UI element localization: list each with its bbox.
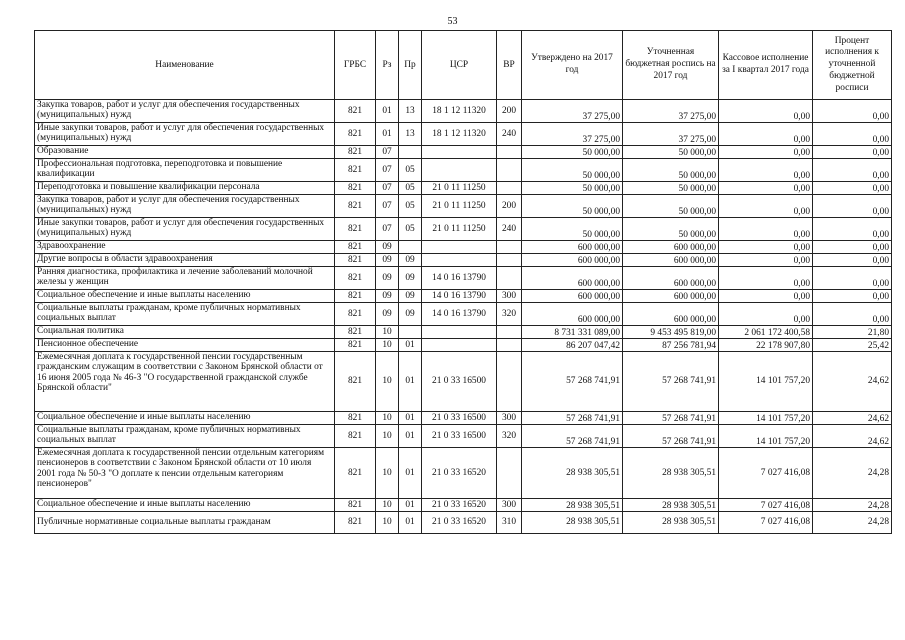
table-row (35, 218, 892, 241)
cell-grbs: 821 (335, 499, 376, 512)
cell-grbs: 821 (335, 339, 376, 352)
table-row (35, 100, 892, 123)
cell-refined: 50 000,00 (623, 159, 719, 182)
cell-grbs: 821 (335, 303, 376, 326)
cell-refined: 600 000,00 (623, 254, 719, 267)
cell-pr: 01 (399, 412, 422, 425)
cell-rz: 07 (376, 195, 399, 218)
table-row (35, 123, 892, 146)
cell-csr (422, 326, 497, 339)
cell-pr: 05 (399, 218, 422, 241)
cell-name: Закупка товаров, работ и услуг для обеспечения государственных (муниципальных) нужд (35, 100, 335, 123)
cell-rz: 10 (376, 339, 399, 352)
cell-name: Здравоохранение (35, 241, 335, 254)
cell-refined: 50 000,00 (623, 146, 719, 159)
cell-approved: 600 000,00 (522, 303, 623, 326)
cell-percent: 0,00 (813, 267, 892, 290)
table-row (35, 412, 892, 425)
cell-cash: 0,00 (719, 303, 813, 326)
cell-percent: 0,00 (813, 290, 892, 303)
cell-approved: 600 000,00 (522, 254, 623, 267)
cell-csr: 14 0 16 13790 (422, 290, 497, 303)
table-row (35, 448, 892, 499)
cell-approved: 57 268 741,91 (522, 352, 623, 412)
col-header-rz: Рз (376, 31, 399, 100)
cell-vr: 200 (497, 100, 522, 123)
cell-cash: 7 027 416,08 (719, 512, 813, 534)
cell-vr (497, 352, 522, 412)
col-header-pr: Пр (399, 31, 422, 100)
cell-refined: 50 000,00 (623, 195, 719, 218)
cell-grbs: 821 (335, 448, 376, 499)
cell-vr: 240 (497, 218, 522, 241)
cell-approved: 8 731 331 089,00 (522, 326, 623, 339)
cell-cash: 2 061 172 400,58 (719, 326, 813, 339)
cell-pr: 01 (399, 499, 422, 512)
cell-grbs: 821 (335, 254, 376, 267)
cell-approved: 57 268 741,91 (522, 425, 623, 448)
cell-percent: 24,62 (813, 425, 892, 448)
cell-rz: 10 (376, 412, 399, 425)
cell-approved: 600 000,00 (522, 241, 623, 254)
cell-vr (497, 159, 522, 182)
cell-vr: 240 (497, 123, 522, 146)
cell-name: Ранняя диагностика, профилактика и лечение заболеваний молочной железы у женщин (35, 267, 335, 290)
table-row (35, 303, 892, 326)
table-row (35, 290, 892, 303)
cell-csr: 14 0 16 13790 (422, 303, 497, 326)
cell-refined: 28 938 305,51 (623, 512, 719, 534)
cell-percent: 24,28 (813, 448, 892, 499)
cell-cash: 7 027 416,08 (719, 499, 813, 512)
cell-name: Ежемесячная доплата к государственной пенсии отдельным категориям пенсионеров в соответствии с Законом Брянской области от 10 июля 2001 года № 50-З "О доплате к пенсии отдельным категориям пенсионеров" (35, 448, 335, 499)
col-header-grbs: ГРБС (335, 31, 376, 100)
cell-rz: 10 (376, 499, 399, 512)
cell-approved: 50 000,00 (522, 218, 623, 241)
cell-cash: 7 027 416,08 (719, 448, 813, 499)
table-row (35, 326, 892, 339)
cell-grbs: 821 (335, 512, 376, 534)
cell-rz: 09 (376, 290, 399, 303)
cell-refined: 57 268 741,91 (623, 352, 719, 412)
cell-percent: 0,00 (813, 241, 892, 254)
cell-grbs: 821 (335, 100, 376, 123)
cell-vr: 310 (497, 512, 522, 534)
cell-refined: 37 275,00 (623, 123, 719, 146)
cell-grbs: 821 (335, 159, 376, 182)
cell-refined: 37 275,00 (623, 100, 719, 123)
cell-grbs: 821 (335, 182, 376, 195)
cell-grbs: 821 (335, 241, 376, 254)
cell-cash: 0,00 (719, 254, 813, 267)
cell-approved: 50 000,00 (522, 146, 623, 159)
cell-approved: 28 938 305,51 (522, 512, 623, 534)
cell-rz: 07 (376, 182, 399, 195)
cell-name: Закупка товаров, работ и услуг для обеспечения государственных (муниципальных) нужд (35, 195, 335, 218)
cell-vr: 300 (497, 412, 522, 425)
cell-cash: 0,00 (719, 241, 813, 254)
table-row (35, 425, 892, 448)
cell-name: Образование (35, 146, 335, 159)
cell-rz: 10 (376, 352, 399, 412)
cell-rz: 01 (376, 123, 399, 146)
cell-refined: 50 000,00 (623, 218, 719, 241)
cell-approved: 37 275,00 (522, 100, 623, 123)
cell-pr: 13 (399, 123, 422, 146)
cell-name: Социальная политика (35, 326, 335, 339)
cell-rz: 09 (376, 267, 399, 290)
table-row (35, 352, 892, 412)
cell-pr: 01 (399, 512, 422, 534)
cell-csr: 21 0 33 16500 (422, 352, 497, 412)
cell-pr: 09 (399, 254, 422, 267)
cell-approved: 86 207 047,42 (522, 339, 623, 352)
cell-csr: 18 1 12 11320 (422, 100, 497, 123)
cell-percent: 24,62 (813, 352, 892, 412)
cell-refined: 9 453 495 819,00 (623, 326, 719, 339)
table-row (35, 241, 892, 254)
cell-rz: 07 (376, 218, 399, 241)
cell-cash: 22 178 907,80 (719, 339, 813, 352)
cell-refined: 600 000,00 (623, 303, 719, 326)
cell-refined: 57 268 741,91 (623, 412, 719, 425)
cell-approved: 28 938 305,51 (522, 448, 623, 499)
cell-grbs: 821 (335, 290, 376, 303)
cell-approved: 28 938 305,51 (522, 499, 623, 512)
cell-percent: 0,00 (813, 100, 892, 123)
cell-csr: 21 0 11 11250 (422, 195, 497, 218)
cell-csr (422, 159, 497, 182)
col-header-vr: ВР (497, 31, 522, 100)
cell-rz: 10 (376, 512, 399, 534)
cell-percent: 0,00 (813, 303, 892, 326)
cell-vr (497, 241, 522, 254)
cell-vr: 300 (497, 499, 522, 512)
cell-refined: 600 000,00 (623, 241, 719, 254)
cell-pr: 05 (399, 182, 422, 195)
cell-name: Социальное обеспечение и иные выплаты населению (35, 412, 335, 425)
cell-percent: 24,28 (813, 499, 892, 512)
cell-pr: 05 (399, 159, 422, 182)
cell-pr: 01 (399, 448, 422, 499)
table-row (35, 159, 892, 182)
cell-cash: 14 101 757,20 (719, 425, 813, 448)
cell-grbs: 821 (335, 412, 376, 425)
cell-pr: 01 (399, 339, 422, 352)
cell-pr: 09 (399, 290, 422, 303)
cell-approved: 50 000,00 (522, 182, 623, 195)
col-header-refined: Уточненная бюджетная роспись на 2017 год (623, 31, 719, 100)
cell-vr (497, 326, 522, 339)
cell-rz: 01 (376, 100, 399, 123)
cell-approved: 50 000,00 (522, 159, 623, 182)
table-row (35, 339, 892, 352)
cell-grbs: 821 (335, 195, 376, 218)
cell-name: Публичные нормативные социальные выплаты гражданам (35, 512, 335, 534)
cell-approved: 600 000,00 (522, 290, 623, 303)
cell-vr (497, 448, 522, 499)
cell-vr (497, 339, 522, 352)
cell-approved: 50 000,00 (522, 195, 623, 218)
cell-approved: 37 275,00 (522, 123, 623, 146)
cell-cash: 0,00 (719, 290, 813, 303)
cell-name: Социальные выплаты гражданам, кроме публичных нормативных социальных выплат (35, 425, 335, 448)
cell-csr: 21 0 11 11250 (422, 182, 497, 195)
cell-cash: 14 101 757,20 (719, 412, 813, 425)
cell-cash: 0,00 (719, 182, 813, 195)
cell-cash: 0,00 (719, 218, 813, 241)
cell-csr: 21 0 33 16500 (422, 412, 497, 425)
cell-rz: 10 (376, 425, 399, 448)
cell-approved: 600 000,00 (522, 267, 623, 290)
table-row (35, 146, 892, 159)
cell-rz: 07 (376, 159, 399, 182)
cell-csr (422, 339, 497, 352)
cell-grbs: 821 (335, 146, 376, 159)
table-row (35, 267, 892, 290)
col-header-csr: ЦСР (422, 31, 497, 100)
cell-refined: 600 000,00 (623, 290, 719, 303)
cell-rz: 10 (376, 326, 399, 339)
cell-csr: 21 0 33 16520 (422, 512, 497, 534)
cell-name: Социальное обеспечение и иные выплаты населению (35, 290, 335, 303)
cell-pr: 01 (399, 352, 422, 412)
cell-pr: 13 (399, 100, 422, 123)
cell-cash: 0,00 (719, 146, 813, 159)
cell-csr: 21 0 33 16520 (422, 499, 497, 512)
cell-cash: 14 101 757,20 (719, 352, 813, 412)
cell-vr (497, 254, 522, 267)
table-row (35, 195, 892, 218)
table-row (35, 182, 892, 195)
cell-rz: 09 (376, 303, 399, 326)
cell-csr: 21 0 33 16520 (422, 448, 497, 499)
cell-refined: 57 268 741,91 (623, 425, 719, 448)
cell-pr: 05 (399, 195, 422, 218)
col-header-cash: Кассовое исполнение за I квартал 2017 года (719, 31, 813, 100)
col-header-approved: Утверждено на 2017 год (522, 31, 623, 100)
col-header-percent: Процент исполнения к уточненной бюджетной росписи (813, 31, 892, 100)
cell-csr: 21 0 11 11250 (422, 218, 497, 241)
cell-grbs: 821 (335, 267, 376, 290)
table-row (35, 254, 892, 267)
cell-csr (422, 254, 497, 267)
table-row (35, 512, 892, 534)
cell-refined: 28 938 305,51 (623, 448, 719, 499)
cell-name: Иные закупки товаров, работ и услуг для обеспечения государственных (муниципальных) нужд (35, 123, 335, 146)
cell-vr: 300 (497, 290, 522, 303)
cell-percent: 25,42 (813, 339, 892, 352)
cell-cash: 0,00 (719, 159, 813, 182)
cell-vr: 320 (497, 425, 522, 448)
cell-percent: 24,62 (813, 412, 892, 425)
cell-vr: 320 (497, 303, 522, 326)
cell-rz: 09 (376, 241, 399, 254)
cell-refined: 50 000,00 (623, 182, 719, 195)
cell-name: Иные закупки товаров, работ и услуг для обеспечения государственных (муниципальных) нужд (35, 218, 335, 241)
cell-cash: 0,00 (719, 100, 813, 123)
cell-percent: 0,00 (813, 123, 892, 146)
cell-name: Социальные выплаты гражданам, кроме публичных нормативных социальных выплат (35, 303, 335, 326)
cell-grbs: 821 (335, 352, 376, 412)
cell-percent: 0,00 (813, 159, 892, 182)
budget-table (34, 30, 892, 534)
cell-rz: 10 (376, 448, 399, 499)
cell-percent: 24,28 (813, 512, 892, 534)
cell-percent: 21,80 (813, 326, 892, 339)
cell-vr (497, 267, 522, 290)
cell-csr (422, 146, 497, 159)
cell-cash: 0,00 (719, 123, 813, 146)
cell-grbs: 821 (335, 123, 376, 146)
cell-vr: 200 (497, 195, 522, 218)
cell-grbs: 821 (335, 425, 376, 448)
cell-name: Пенсионное обеспечение (35, 339, 335, 352)
cell-approved: 57 268 741,91 (522, 412, 623, 425)
cell-refined: 600 000,00 (623, 267, 719, 290)
cell-pr (399, 326, 422, 339)
cell-csr (422, 241, 497, 254)
cell-csr: 21 0 33 16500 (422, 425, 497, 448)
cell-vr (497, 182, 522, 195)
cell-percent: 0,00 (813, 146, 892, 159)
cell-pr (399, 241, 422, 254)
cell-name: Социальное обеспечение и иные выплаты населению (35, 499, 335, 512)
table-row (35, 499, 892, 512)
cell-cash: 0,00 (719, 267, 813, 290)
cell-percent: 0,00 (813, 195, 892, 218)
col-header-name: Наименование (35, 31, 335, 100)
cell-pr: 09 (399, 303, 422, 326)
cell-grbs: 821 (335, 326, 376, 339)
cell-percent: 0,00 (813, 254, 892, 267)
cell-name: Профессиональная подготовка, переподготовка и повышение квалификации (35, 159, 335, 182)
cell-name: Другие вопросы в области здравоохранения (35, 254, 335, 267)
cell-pr: 01 (399, 425, 422, 448)
cell-percent: 0,00 (813, 182, 892, 195)
cell-percent: 0,00 (813, 218, 892, 241)
cell-name: Переподготовка и повышение квалификации персонала (35, 182, 335, 195)
cell-csr: 14 0 16 13790 (422, 267, 497, 290)
cell-cash: 0,00 (719, 195, 813, 218)
cell-rz: 07 (376, 146, 399, 159)
cell-name: Ежемесячная доплата к государственной пенсии государственным гражданским служащим в соответствии с Законом Брянской области от 16 июня 2005 года № 46-З "О государственной гражданской службе Брянской области" (35, 352, 335, 412)
cell-refined: 28 938 305,51 (623, 499, 719, 512)
cell-pr: 09 (399, 267, 422, 290)
cell-grbs: 821 (335, 218, 376, 241)
table-header-row (35, 31, 892, 100)
cell-csr: 18 1 12 11320 (422, 123, 497, 146)
cell-refined: 87 256 781,94 (623, 339, 719, 352)
cell-pr (399, 146, 422, 159)
page-number: 53 (447, 16, 458, 27)
cell-vr (497, 146, 522, 159)
cell-rz: 09 (376, 254, 399, 267)
